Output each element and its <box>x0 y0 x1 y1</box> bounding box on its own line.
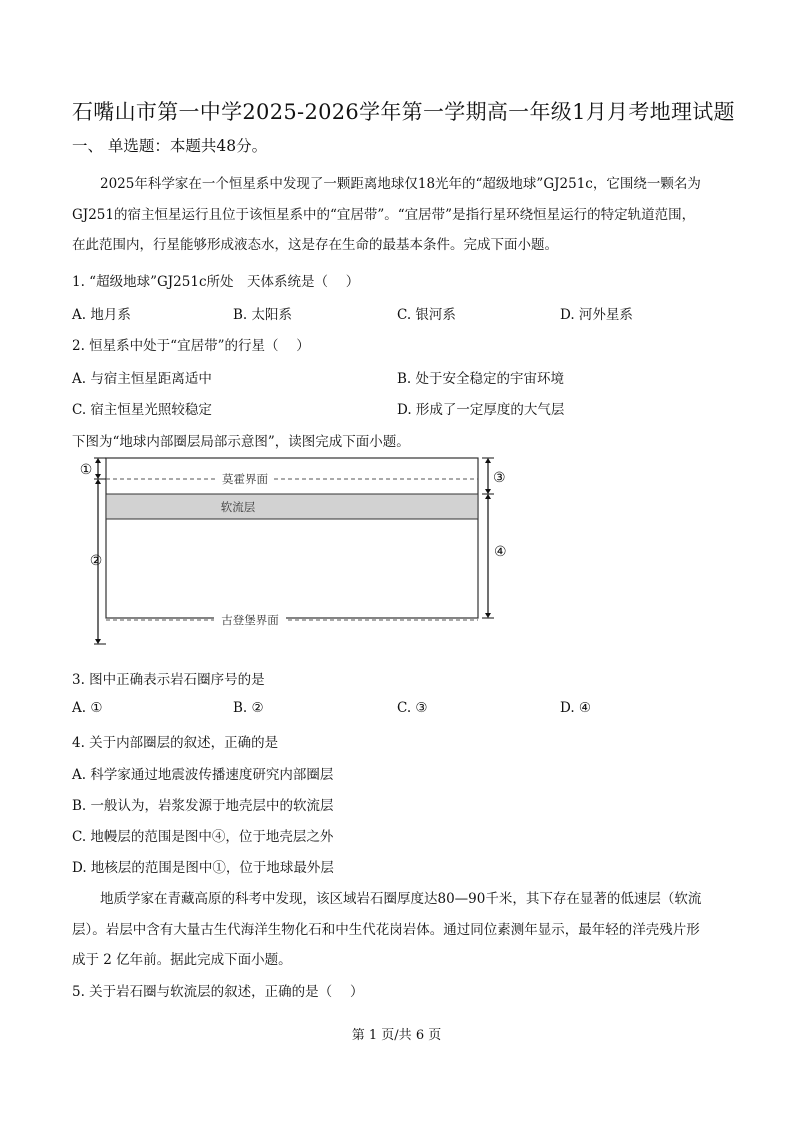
passage2-line2: 层）。岩层中含有大量古生代海洋生物化石和中生代花岗岩体。通过同位素测年显示，最年轻的洋壳残片形 <box>72 922 700 938</box>
question-3-option-d: D. ④ <box>560 700 592 716</box>
question-4-option-d: D. 地核层的范围是图中①，位于地球最外层 <box>72 860 334 876</box>
label-1: ① <box>79 462 93 478</box>
question-4-option-c: C. 地幔层的范围是图中④，位于地壳层之外 <box>72 829 334 845</box>
question-2-option-c: C. 宿主恒星光照较稳定 <box>72 402 212 418</box>
question-2-stem: 2. 恒星系中处于“宜居带”的行星（ ） <box>72 338 310 354</box>
moho-label: 莫霍界面 <box>222 472 268 486</box>
question-3-option-b: B. ② <box>233 700 264 716</box>
question-2-option-d: D. 形成了一定厚度的大气层 <box>397 402 565 418</box>
label-2: ② <box>89 553 103 569</box>
question-4-stem: 4. 关于内部圈层的叙述，正确的是 <box>72 735 279 751</box>
page-footer: 第 1 页/共 6 页 <box>351 1028 442 1043</box>
section-heading: 一、 单选题：本题共48分。 <box>72 137 268 155</box>
question-4-option-b: B. 一般认为，岩浆发源于地壳层中的软流层 <box>72 798 334 814</box>
question-1-option-c: C. 银河系 <box>397 307 456 323</box>
earth-layers-diagram <box>70 452 510 652</box>
question-1-stem: 1. “超级地球”GJ251c所处 天体系统是（ ） <box>72 274 360 290</box>
label-4: ④ <box>494 544 507 560</box>
question-3-option-c: C. ③ <box>397 700 428 716</box>
passage2-line3: 成于 2 亿年前。据此完成下面小题。 <box>72 952 292 968</box>
figure-intro: 下图为“地球内部圈层局部示意图”，读图完成下面小题。 <box>72 434 410 450</box>
question-1-option-b: B. 太阳系 <box>233 307 293 323</box>
question-4-option-a: A. 科学家通过地震波传播速度研究内部圈层 <box>72 767 334 783</box>
asthenosphere-band <box>106 494 478 519</box>
passage1-line1: 2025年科学家在一个恒星系中发现了一颗距离地球仅18光年的“超级地球”GJ251c，它围绕一颗名为 <box>100 176 701 192</box>
question-2-option-a: A. 与宿主恒星距离适中 <box>72 371 212 387</box>
asthenosphere-label: 软流层 <box>220 500 256 514</box>
gutenberg-label: 古登堡界面 <box>221 613 279 627</box>
question-1-option-a: A. 地月系 <box>72 307 131 323</box>
question-5-stem: 5. 关于岩石圈与软流层的叙述，正确的是（ ） <box>72 984 364 1000</box>
question-2-option-b: B. 处于安全稳定的宇宙环境 <box>397 371 565 387</box>
passage1-line3: 在此范围内，行星能够形成液态水，这是存在生命的最基本条件。完成下面小题。 <box>72 237 558 253</box>
diagram-frame <box>106 458 478 618</box>
passage1-line2: GJ251的宿主恒星运行且位于该恒星系中的“宜居带”。“宜居带”是指行星环绕恒星运行的特定轨道范围， <box>72 207 696 223</box>
label-3: ③ <box>493 470 506 486</box>
question-1-option-d: D. 河外星系 <box>560 307 633 323</box>
passage2-line1: 地质学家在青藏高原的科考中发现，该区域岩石圈厚度达80—90千米，其下存在显著的低速层（软流 <box>100 891 702 907</box>
page-title: 石嘴山市第一中学2025-2026学年第一学期高一年级1月月考地理试题 <box>72 100 735 124</box>
question-3-option-a: A. ① <box>72 700 103 716</box>
question-3-stem: 3. 图中正确表示岩石圈序号的是 <box>72 672 265 688</box>
